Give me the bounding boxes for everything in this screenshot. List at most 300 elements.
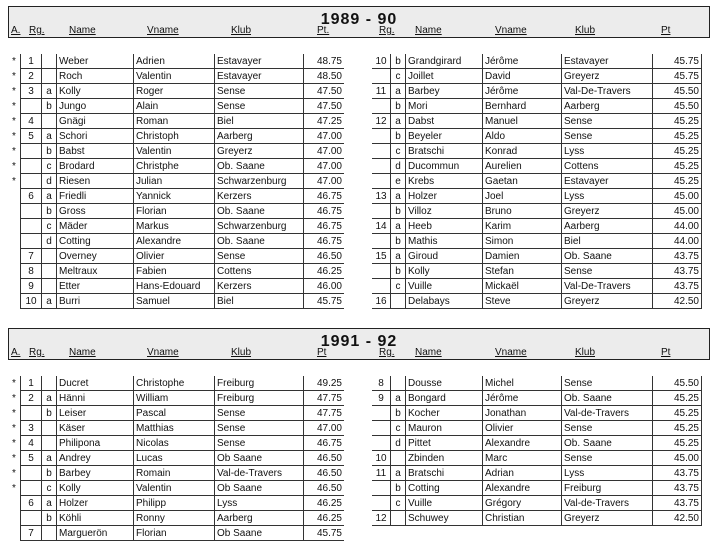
- table-row: [8, 481, 344, 496]
- table-row: [372, 219, 702, 234]
- club-cell: Sense: [562, 129, 653, 144]
- rank-mark: [8, 204, 21, 219]
- rank-mark: [8, 526, 21, 541]
- sub-rank-cell: b: [391, 234, 406, 249]
- rank-cell: 14: [372, 219, 391, 234]
- name-cell: Hänni: [57, 391, 134, 406]
- club-cell: Val-de-Travers: [215, 466, 304, 481]
- club-cell: Ob. Saane: [562, 436, 653, 451]
- sub-rank-cell: a: [42, 294, 57, 309]
- table-row: [8, 526, 344, 541]
- table-row: [372, 294, 702, 309]
- col-header-a: A.: [11, 347, 21, 358]
- rank-cell: [372, 496, 391, 511]
- club-cell: Greyerz: [562, 511, 653, 526]
- club-cell: Cottens: [562, 159, 653, 174]
- ranking-table-left: [8, 54, 344, 309]
- sub-rank-cell: b: [42, 144, 57, 159]
- table-row: [8, 406, 344, 421]
- name-cell: Ducret: [57, 376, 134, 391]
- name-cell: Grandgirard: [406, 54, 483, 69]
- table-row: [8, 466, 344, 481]
- table-row: [8, 204, 344, 219]
- rank-cell: [21, 466, 42, 481]
- rank-cell: 9: [21, 279, 42, 294]
- rank-mark: *: [12, 145, 16, 157]
- rank-cell: [372, 69, 391, 84]
- table-row: [372, 436, 702, 451]
- sub-rank-cell: a: [391, 114, 406, 129]
- points-cell: 46.50: [304, 481, 345, 496]
- name-cell: Barbey: [406, 84, 483, 99]
- name-cell: Bongard: [406, 391, 483, 406]
- points-cell: 46.75: [304, 436, 345, 451]
- club-cell: Estavayer: [562, 54, 653, 69]
- first-name-cell: Manuel: [483, 114, 562, 129]
- club-cell: Val-de-Travers: [562, 406, 653, 421]
- points-cell: 46.25: [304, 496, 345, 511]
- rank-mark: [8, 294, 21, 309]
- sub-rank-cell: b: [42, 406, 57, 421]
- points-cell: 45.00: [653, 204, 702, 219]
- rank-cell: [21, 144, 42, 159]
- first-name-cell: Aurelien: [483, 159, 562, 174]
- rank-mark: *: [12, 130, 16, 142]
- season-header-bar: [8, 328, 710, 360]
- sub-rank-cell: a: [42, 496, 57, 511]
- club-cell: Freiburg: [215, 391, 304, 406]
- club-cell: Sense: [215, 99, 304, 114]
- sub-rank-cell: [391, 376, 406, 391]
- table-row: [372, 174, 702, 189]
- first-name-cell: Grégory: [483, 496, 562, 511]
- rank-mark: *: [12, 392, 16, 404]
- rank-mark: *: [12, 482, 16, 494]
- name-cell: Zbinden: [406, 451, 483, 466]
- col-header-pt: Pt.: [317, 25, 330, 36]
- points-cell: 45.25: [653, 436, 702, 451]
- name-cell: Beyeler: [406, 129, 483, 144]
- table-row: [8, 496, 344, 511]
- first-name-cell: Olivier: [483, 421, 562, 436]
- club-cell: Ob. Saane: [215, 234, 304, 249]
- first-name-cell: Marc: [483, 451, 562, 466]
- first-name-cell: Fabien: [134, 264, 215, 279]
- sub-rank-cell: a: [391, 466, 406, 481]
- points-cell: 47.50: [304, 99, 345, 114]
- sub-rank-cell: b: [391, 406, 406, 421]
- rank-cell: [21, 511, 42, 526]
- name-cell: Meltraux: [57, 264, 134, 279]
- points-cell: 45.25: [653, 159, 702, 174]
- rank-cell: [21, 204, 42, 219]
- name-cell: Cotting: [406, 481, 483, 496]
- club-cell: Biel: [562, 234, 653, 249]
- col-header-klub: Klub: [231, 25, 252, 36]
- table-row: [8, 511, 344, 526]
- club-cell: Aarberg: [562, 99, 653, 114]
- name-cell: Philipona: [57, 436, 134, 451]
- club-cell: Val-De-Travers: [562, 84, 653, 99]
- first-name-cell: Alexandre: [483, 436, 562, 451]
- rank-mark: [8, 496, 21, 511]
- table-row: [372, 279, 702, 294]
- name-cell: Kolly: [406, 264, 483, 279]
- name-cell: Friedli: [57, 189, 134, 204]
- points-cell: 45.50: [653, 84, 702, 99]
- club-cell: Ob. Saane: [562, 249, 653, 264]
- sub-rank-cell: [42, 69, 57, 84]
- first-name-cell: Damien: [483, 249, 562, 264]
- first-name-cell: Markus: [134, 219, 215, 234]
- first-name-cell: Lucas: [134, 451, 215, 466]
- name-cell: Riesen: [57, 174, 134, 189]
- points-cell: 46.50: [304, 466, 345, 481]
- name-cell: Giroud: [406, 249, 483, 264]
- first-name-cell: Matthias: [134, 421, 215, 436]
- rank-cell: [21, 219, 42, 234]
- first-name-cell: Adrien: [134, 54, 215, 69]
- name-cell: Kolly: [57, 481, 134, 496]
- rank-cell: [372, 129, 391, 144]
- points-cell: 43.75: [653, 496, 702, 511]
- sub-rank-cell: b: [391, 99, 406, 114]
- rank-cell: 10: [372, 54, 391, 69]
- sub-rank-cell: a: [391, 391, 406, 406]
- table-row: [372, 69, 702, 84]
- table-row: [372, 466, 702, 481]
- rank-mark: *: [12, 437, 16, 449]
- first-name-cell: Philipp: [134, 496, 215, 511]
- club-cell: Kerzers: [215, 279, 304, 294]
- rank-cell: 12: [372, 114, 391, 129]
- club-cell: Ob Saane: [215, 481, 304, 496]
- name-cell: Brodard: [57, 159, 134, 174]
- rank-cell: [372, 99, 391, 114]
- name-cell: Holzer: [406, 189, 483, 204]
- sub-rank-cell: [42, 279, 57, 294]
- rank-cell: 16: [372, 294, 391, 309]
- club-cell: Cottens: [215, 264, 304, 279]
- rank-cell: 9: [372, 391, 391, 406]
- table-row: [8, 189, 344, 204]
- section-1989-90: [8, 6, 710, 307]
- rank-mark: *: [12, 407, 16, 419]
- rank-cell: 7: [21, 526, 42, 541]
- rank-mark: *: [12, 175, 16, 187]
- col-header-klub-2: Klub: [575, 25, 596, 36]
- rank-cell: [21, 159, 42, 174]
- points-cell: 47.75: [304, 406, 345, 421]
- rank-mark: *: [12, 115, 16, 127]
- sub-rank-cell: a: [391, 249, 406, 264]
- rank-cell: [21, 481, 42, 496]
- sub-rank-cell: c: [42, 159, 57, 174]
- name-cell: Cotting: [57, 234, 134, 249]
- club-cell: Greyerz: [562, 69, 653, 84]
- rank-cell: 11: [372, 466, 391, 481]
- rank-cell: 2: [21, 69, 42, 84]
- col-header-pt-2: Pt: [661, 347, 671, 358]
- sub-rank-cell: [42, 436, 57, 451]
- first-name-cell: Jonathan: [483, 406, 562, 421]
- first-name-cell: Valentin: [134, 69, 215, 84]
- points-cell: 45.25: [653, 406, 702, 421]
- rank-cell: 1: [21, 376, 42, 391]
- sub-rank-cell: e: [391, 174, 406, 189]
- points-cell: 46.75: [304, 204, 345, 219]
- sub-rank-cell: [42, 54, 57, 69]
- first-name-cell: Alain: [134, 99, 215, 114]
- name-cell: Kocher: [406, 406, 483, 421]
- club-cell: Schwarzenburg: [215, 174, 304, 189]
- table-row: [8, 234, 344, 249]
- sub-rank-cell: c: [42, 219, 57, 234]
- club-cell: Sense: [215, 249, 304, 264]
- points-cell: 44.00: [653, 234, 702, 249]
- sub-rank-cell: c: [391, 421, 406, 436]
- name-cell: Joillet: [406, 69, 483, 84]
- points-cell: 43.75: [653, 481, 702, 496]
- first-name-cell: William: [134, 391, 215, 406]
- first-name-cell: Mickaël: [483, 279, 562, 294]
- col-header-pt-2: Pt: [661, 25, 671, 36]
- rank-cell: [372, 481, 391, 496]
- name-cell: Delabays: [406, 294, 483, 309]
- points-cell: 45.25: [653, 391, 702, 406]
- col-header-name-2: Name: [415, 347, 442, 358]
- points-cell: 46.25: [304, 511, 345, 526]
- points-cell: 47.00: [304, 174, 345, 189]
- club-cell: Sense: [215, 436, 304, 451]
- club-cell: Sense: [215, 84, 304, 99]
- club-cell: Sense: [215, 421, 304, 436]
- sub-rank-cell: b: [391, 204, 406, 219]
- points-cell: 46.00: [304, 279, 345, 294]
- name-cell: Barbey: [57, 466, 134, 481]
- first-name-cell: Romain: [134, 466, 215, 481]
- table-row: [372, 204, 702, 219]
- club-cell: Sense: [215, 406, 304, 421]
- rank-mark: *: [12, 377, 16, 389]
- rank-cell: [372, 174, 391, 189]
- first-name-cell: Jérôme: [483, 84, 562, 99]
- first-name-cell: Jérôme: [483, 54, 562, 69]
- points-cell: 46.75: [304, 189, 345, 204]
- club-cell: Biel: [215, 114, 304, 129]
- points-cell: 45.25: [653, 174, 702, 189]
- rank-mark: *: [12, 422, 16, 434]
- col-header-name: Name: [69, 25, 96, 36]
- first-name-cell: Hans-Edouard: [134, 279, 215, 294]
- table-row: [372, 54, 702, 69]
- sub-rank-cell: c: [391, 496, 406, 511]
- points-cell: 49.25: [304, 376, 345, 391]
- table-row: [8, 54, 344, 69]
- table-row: [372, 421, 702, 436]
- table-row: [8, 84, 344, 99]
- points-cell: 45.00: [653, 451, 702, 466]
- col-header-rg: Rg.: [29, 25, 45, 36]
- season-title: 1991 - 92: [320, 333, 398, 350]
- sub-rank-cell: c: [391, 144, 406, 159]
- name-cell: Pittet: [406, 436, 483, 451]
- rank-cell: 4: [21, 114, 42, 129]
- points-cell: 46.75: [304, 234, 345, 249]
- rank-mark: [8, 511, 21, 526]
- table-row: [8, 451, 344, 466]
- club-cell: Aarberg: [215, 511, 304, 526]
- col-header-name-2: Name: [415, 25, 442, 36]
- club-cell: Ob Saane: [215, 451, 304, 466]
- name-cell: Roch: [57, 69, 134, 84]
- points-cell: 47.00: [304, 129, 345, 144]
- club-cell: Sense: [562, 451, 653, 466]
- col-header-rg: Rg.: [29, 347, 45, 358]
- sub-rank-cell: [42, 421, 57, 436]
- sub-rank-cell: d: [391, 159, 406, 174]
- table-row: [372, 496, 702, 511]
- rank-cell: [21, 234, 42, 249]
- ranking-table-right: [372, 376, 702, 526]
- sub-rank-cell: a: [42, 451, 57, 466]
- ranking-table-right: [372, 54, 702, 309]
- rank-mark: [8, 189, 21, 204]
- sub-rank-cell: b: [391, 54, 406, 69]
- club-cell: Ob. Saane: [562, 391, 653, 406]
- points-cell: 48.75: [304, 54, 345, 69]
- sub-rank-cell: [391, 451, 406, 466]
- rank-mark: [8, 279, 21, 294]
- first-name-cell: Michel: [483, 376, 562, 391]
- points-cell: 47.50: [304, 84, 345, 99]
- table-row: [8, 114, 344, 129]
- table-row: [372, 249, 702, 264]
- first-name-cell: Stefan: [483, 264, 562, 279]
- rank-cell: [372, 436, 391, 451]
- points-cell: 48.50: [304, 69, 345, 84]
- table-row: [372, 511, 702, 526]
- name-cell: Mathis: [406, 234, 483, 249]
- first-name-cell: Samuel: [134, 294, 215, 309]
- rank-cell: 6: [21, 189, 42, 204]
- first-name-cell: Adrian: [483, 466, 562, 481]
- points-cell: 47.25: [304, 114, 345, 129]
- table-row: [8, 144, 344, 159]
- club-cell: Sense: [562, 421, 653, 436]
- table-row: [372, 114, 702, 129]
- name-cell: Krebs: [406, 174, 483, 189]
- points-cell: 42.50: [653, 511, 702, 526]
- sub-rank-cell: d: [42, 234, 57, 249]
- sub-rank-cell: c: [391, 279, 406, 294]
- table-row: [8, 249, 344, 264]
- first-name-cell: Florian: [134, 204, 215, 219]
- first-name-cell: Simon: [483, 234, 562, 249]
- points-cell: 45.50: [653, 376, 702, 391]
- rank-mark: *: [12, 160, 16, 172]
- first-name-cell: Christoph: [134, 129, 215, 144]
- sub-rank-cell: [391, 294, 406, 309]
- table-row: [8, 129, 344, 144]
- rank-cell: [372, 159, 391, 174]
- rank-cell: [21, 406, 42, 421]
- season-header-bar: [8, 6, 710, 38]
- club-cell: Greyerz: [215, 144, 304, 159]
- first-name-cell: Bruno: [483, 204, 562, 219]
- first-name-cell: Alexandre: [483, 481, 562, 496]
- table-row: [8, 264, 344, 279]
- sub-rank-cell: b: [391, 129, 406, 144]
- points-cell: 45.75: [653, 69, 702, 84]
- rank-cell: 7: [21, 249, 42, 264]
- table-row: [372, 144, 702, 159]
- first-name-cell: Aldo: [483, 129, 562, 144]
- club-cell: Greyerz: [562, 204, 653, 219]
- club-cell: Ob. Saane: [215, 159, 304, 174]
- rank-cell: 10: [372, 451, 391, 466]
- points-cell: 45.25: [653, 421, 702, 436]
- first-name-cell: Steve: [483, 294, 562, 309]
- points-cell: 43.75: [653, 249, 702, 264]
- points-cell: 46.75: [304, 219, 345, 234]
- name-cell: Weber: [57, 54, 134, 69]
- name-cell: Etter: [57, 279, 134, 294]
- rank-mark: [8, 219, 21, 234]
- points-cell: 43.75: [653, 279, 702, 294]
- first-name-cell: Pascal: [134, 406, 215, 421]
- rank-cell: [21, 99, 42, 114]
- name-cell: Babst: [57, 144, 134, 159]
- sub-rank-cell: d: [42, 174, 57, 189]
- rank-cell: 13: [372, 189, 391, 204]
- rank-mark: [8, 249, 21, 264]
- club-cell: Val-De-Travers: [562, 279, 653, 294]
- table-row: [8, 391, 344, 406]
- table-row: [8, 159, 344, 174]
- name-cell: Leiser: [57, 406, 134, 421]
- rank-mark: *: [12, 452, 16, 464]
- points-cell: 45.25: [653, 144, 702, 159]
- points-cell: 46.50: [304, 451, 345, 466]
- club-cell: Estavayer: [215, 54, 304, 69]
- club-cell: Lyss: [562, 144, 653, 159]
- rank-cell: [21, 174, 42, 189]
- first-name-cell: Nicolas: [134, 436, 215, 451]
- points-cell: 43.75: [653, 466, 702, 481]
- sub-rank-cell: a: [391, 84, 406, 99]
- table-row: [372, 234, 702, 249]
- first-name-cell: Christophe: [134, 376, 215, 391]
- points-cell: 45.50: [653, 99, 702, 114]
- table-row: [372, 129, 702, 144]
- club-cell: Sense: [562, 264, 653, 279]
- rank-mark: *: [12, 55, 16, 67]
- table-row: [372, 451, 702, 466]
- rank-mark: *: [12, 70, 16, 82]
- sub-rank-cell: b: [391, 264, 406, 279]
- rank-cell: [372, 406, 391, 421]
- table-row: [372, 481, 702, 496]
- sub-rank-cell: b: [42, 466, 57, 481]
- col-header-a: A.: [11, 25, 21, 36]
- club-cell: Sense: [562, 114, 653, 129]
- rank-cell: 1: [21, 54, 42, 69]
- rank-mark: *: [12, 100, 16, 112]
- col-header-vname-2: Vname: [495, 347, 527, 358]
- table-row: [8, 436, 344, 451]
- table-row: [372, 391, 702, 406]
